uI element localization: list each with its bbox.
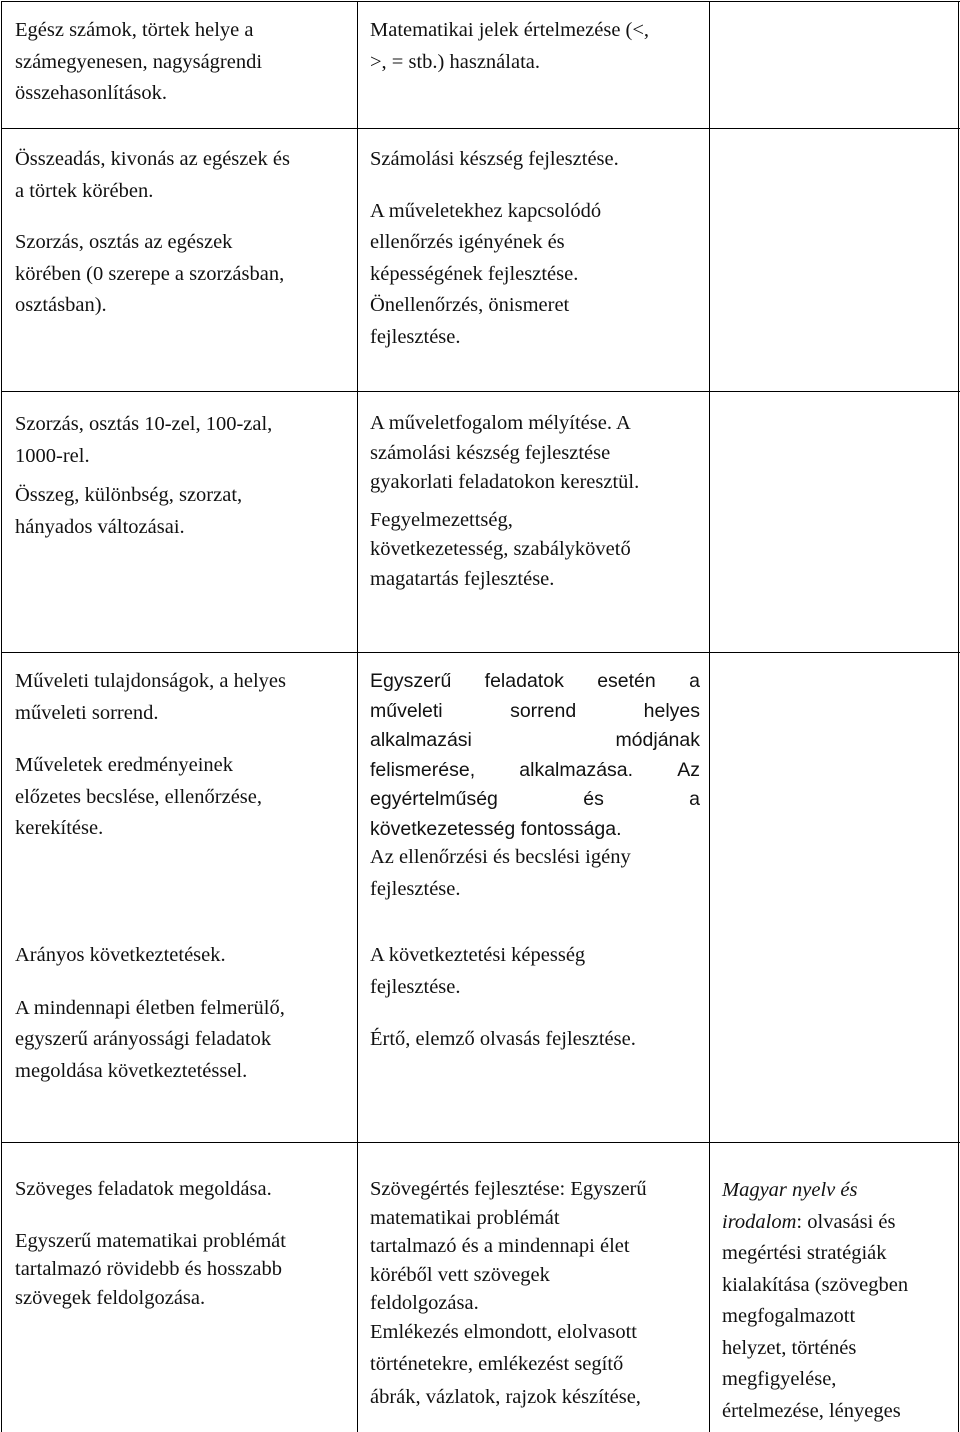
row3-col2-line: Fegyelmezettség, [370,508,513,531]
row2-col1-line: Szorzás, osztás az egészek [15,231,233,253]
row3-col2-line: gyakorlati feladatokon keresztül. [370,471,640,493]
subject-description: : olvasási és [796,1210,896,1233]
word: alkalmazása. [519,758,634,781]
row1-col1-cell [15,15,262,110]
row5-col2-line: Értő, elemző olvasás fejlesztése. [370,1028,636,1050]
row6-col2-line: Szövegértés fejlesztése: Egyszerű [370,1178,647,1200]
subject-name-italic: Magyar nyelv és [722,1179,858,1201]
row4-col2-line: fejlesztése. [370,877,461,900]
table-top-border [1,1,960,2]
justified-line [370,785,700,815]
row3-col1-line: 1000-rel. [15,444,90,467]
row2-col1-line: osztásban). [15,294,107,316]
row4-col2-line: Az ellenőrzési és becslési igény [370,846,631,868]
row6-col1-line: Szöveges feladatok megoldása. [15,1178,272,1200]
word: esetén [597,670,656,692]
row6-col1-cell [15,1175,286,1312]
column-divider-1 [357,1,358,1432]
row3-col2-line: számolási készség fejlesztése [370,441,611,464]
column-divider-2 [709,1,710,1432]
row2-col1-cell [15,144,290,322]
row1-col1-line: összehasonlítások. [15,82,168,104]
row1-col2-line: Matematikai jelek értelmezése (<, [370,19,650,41]
row6-col3-line: értelmezése, lényeges [722,1399,901,1422]
word: Az [677,758,700,781]
word: felismerése, [370,758,476,781]
row4-col1-line: Műveleti tulajdonságok, a helyes [15,670,286,692]
row4-col2-serif-cell [370,842,631,905]
row4-col1-line: Műveletek eredményeinek [15,754,234,776]
row6-col3-line [722,1175,908,1207]
table-right-border [958,1,959,1432]
justified-line [370,667,700,697]
word: alkalmazási [370,729,472,751]
row5-col2-line: fejlesztése. [370,975,461,998]
row4-col1-line: kerekítése. [15,817,104,839]
row2-col2-line: ellenőrzés igényének és [370,231,565,253]
row5-col1-line: Arányos következtetések. [15,944,226,966]
row4-col2-cell [370,667,700,844]
row-divider-1 [1,128,960,129]
row3-col1-line: hányados változásai. [15,515,185,538]
row-divider-4 [1,1142,960,1143]
row6-col2-line: feldolgozása. [370,1292,479,1314]
row3-col2-line: A műveletfogalom mélyítése. A [370,412,631,434]
row6-col2-line: tartalmazó és a mindennapi élet [370,1235,630,1257]
row5-col1-line: megoldása következtetéssel. [15,1059,248,1082]
row2-col1-line: a törtek körében. [15,179,154,202]
row4-col1-line: előzetes becslése, ellenőrzése, [15,785,263,808]
word: a [689,788,700,810]
word: Egyszerű [370,670,452,692]
row3-col1-line: Szorzás, osztás 10-zel, 100-zal, [15,413,273,435]
row5-col2-cell [370,940,636,1056]
row1-col2-cell [370,15,649,78]
justified-line [370,726,700,756]
row3-col2-line: következetesség, szabálykövető [370,538,631,560]
word: műveleti [370,699,443,722]
row6-col2-cell [370,1175,647,1411]
subject-name-italic: irodalom [722,1210,797,1233]
row2-col2-line: fejlesztése. [370,325,461,348]
row5-col1-line: egyszerű arányossági feladatok [15,1028,272,1050]
row2-col2-cell [370,144,619,353]
row3-col2-line: magatartás fejlesztése. [370,567,555,590]
row6-col2-line: Emlékezés elmondott, elolvasott [370,1320,638,1343]
row3-col1-cell [15,409,272,543]
row6-col1-line: Egyszerű matematikai problémát [15,1229,286,1252]
word: sorrend [510,699,577,722]
row4-col1-line: műveleti sorrend. [15,701,159,724]
row4-col2-line: következetesség fontossága. [370,817,622,840]
row6-col2-line: történetekre, emlékezést segítő [370,1353,624,1375]
row6-col2-line: ábrák, vázlatok, rajzok készítése, [370,1385,641,1408]
row2-col2-line: A műveletekhez kapcsolódó [370,199,602,222]
word: egyértelműség [370,788,498,810]
row1-col1-line: számegyenesen, nagyságrendi [15,50,263,73]
row2-col2-line: Számolási készség fejlesztése. [370,148,619,170]
word: feladatok [484,670,564,692]
word: módjának [615,729,700,751]
row1-col1-line: Egész számok, törtek helye a [15,19,254,41]
row6-col3-line: helyzet, történés [722,1336,857,1359]
row3-col1-line: Összeg, különbség, szorzat, [15,484,243,506]
row6-col3-line: megértési stratégiák [722,1242,887,1264]
justified-line [370,697,700,727]
row2-col1-line: körében (0 szerepe a szorzásban, [15,262,285,285]
word: a [689,670,700,692]
row6-col3-line: kialakítása (szövegben [722,1273,909,1296]
row2-col1-line: Összeadás, kivonás az egészek és [15,148,290,170]
row6-col1-line: szövegek feldolgozása. [15,1286,206,1309]
row2-col2-line: képességének fejlesztése. [370,262,579,285]
row5-col1-cell [15,940,285,1087]
row6-col2-line: köréből vett szövegek [370,1263,550,1286]
row5-col1-line: A mindennapi életben felmerülő, [15,996,285,1019]
row6-col3-cell [722,1175,908,1427]
justified-line [370,756,700,786]
row1-col2-line: >, = stb.) használata. [370,50,540,73]
row4-col1-cell [15,666,286,845]
row2-col2-line: Önellenőrzés, önismeret [370,294,570,316]
row6-col1-line: tartalmazó rövidebb és hosszabb [15,1258,282,1280]
row6-col2-line: matematikai problémát [370,1206,560,1229]
row5-col2-line: A következtetési képesség [370,944,586,966]
row6-col3-line [722,1207,908,1239]
table-left-border [1,1,2,1432]
row-divider-3 [1,652,960,653]
word: és [583,788,604,810]
row3-col2-cell [370,409,639,594]
row6-col3-line: megfigyelése, [722,1368,837,1390]
row6-col3-line: megfogalmazott [722,1305,856,1327]
word: helyes [643,699,700,722]
row-divider-2 [1,391,960,392]
